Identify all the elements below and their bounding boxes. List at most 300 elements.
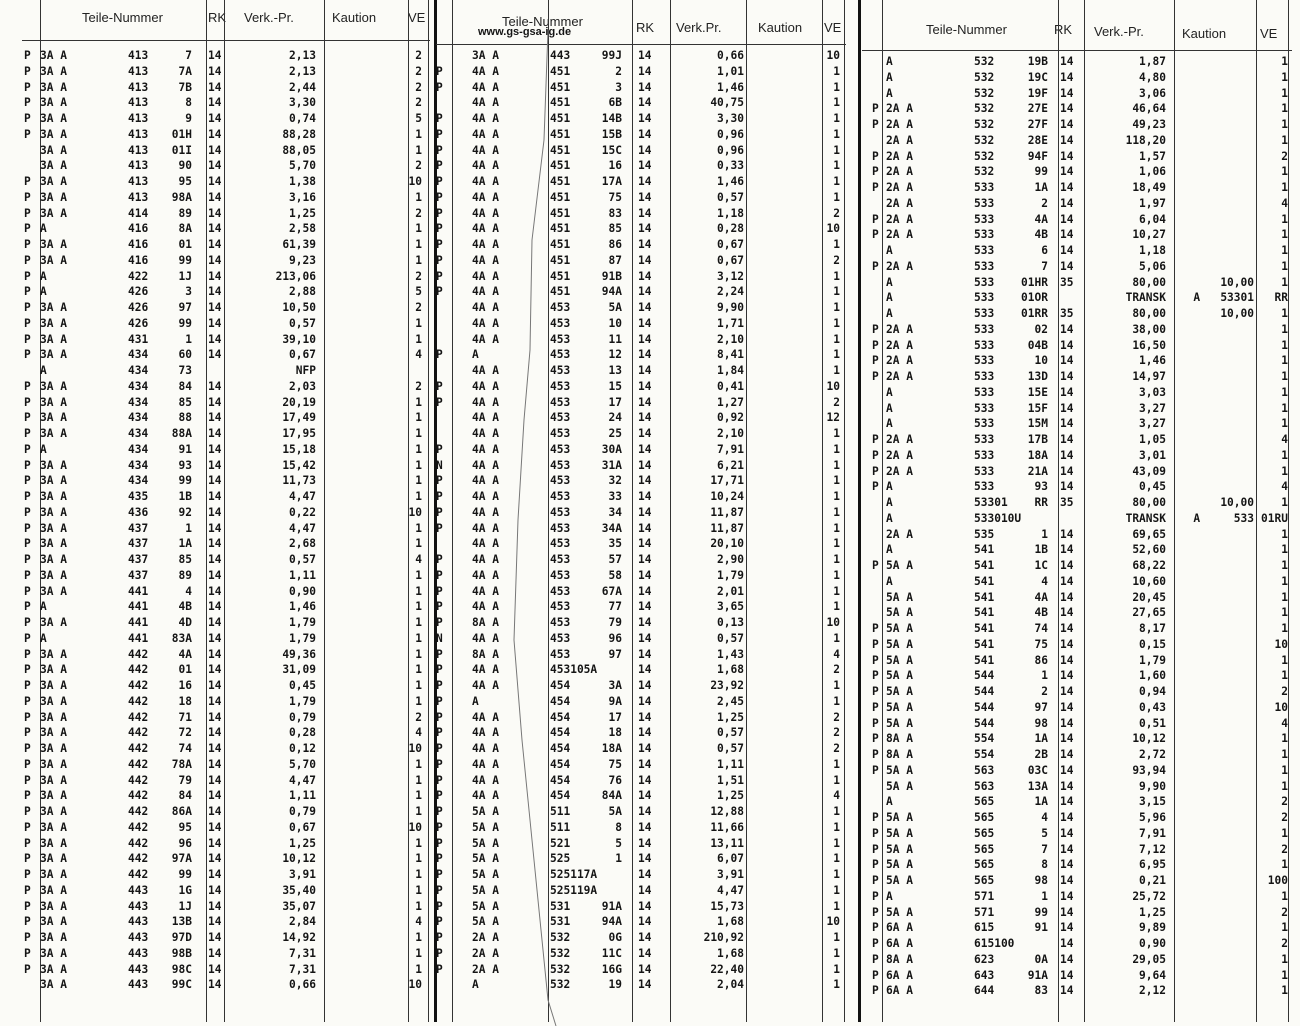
table-row <box>862 700 1292 716</box>
cell-suffix: 6 <box>1041 244 1048 257</box>
cell-kaution: A 53301 <box>1193 291 1254 305</box>
cell-part-number: 532 <box>550 931 571 944</box>
cell-price: 6,07 <box>717 852 744 866</box>
cell-rk: 14 <box>208 238 222 251</box>
table-row <box>862 275 1292 291</box>
cell-flag: P <box>436 442 443 456</box>
cell-suffix: 30A <box>601 442 622 456</box>
cell-ve: 1 <box>833 80 840 94</box>
cell-rk: 14 <box>1060 637 1074 651</box>
cell-flag: P <box>872 637 879 651</box>
cell-flag: P <box>872 732 879 746</box>
cell-rk: 14 <box>1060 259 1074 273</box>
cell-group: 8A A <box>886 748 913 761</box>
cell-ve: 4 <box>833 789 840 803</box>
cell-price: 0,33 <box>717 159 744 173</box>
cell-ve: 4 <box>1281 433 1288 446</box>
cell-kaution: 10,00 <box>1220 275 1254 289</box>
cell-ve: 1 <box>415 316 422 330</box>
cell-part-number: 623 <box>974 952 995 966</box>
cell-ve: 1 <box>833 553 840 566</box>
cell-flag: P <box>24 175 31 188</box>
cell-rk: 14 <box>208 868 222 881</box>
cell-part-number: 453 <box>550 379 571 393</box>
cell-rk: 14 <box>638 789 652 803</box>
table-row <box>436 899 846 915</box>
cell-suffix: 17B <box>1027 433 1048 446</box>
table-row <box>22 678 430 694</box>
cell-part-number: 442 <box>128 773 149 787</box>
cell-flag: P <box>24 915 31 929</box>
cell-ve: 1 <box>833 64 840 78</box>
cell-price: 80,00 <box>1132 496 1166 509</box>
cell-rk: 14 <box>1060 165 1074 179</box>
table-row <box>436 332 846 348</box>
cell-flag: P <box>872 858 879 872</box>
cell-suffix: 18A <box>1027 448 1048 462</box>
cell-price: 0,43 <box>1139 700 1166 714</box>
cell-flag: P <box>436 285 443 299</box>
cell-flag: P <box>24 710 31 724</box>
cell-part-number: 426 <box>128 316 149 330</box>
table-row <box>22 552 430 568</box>
cell-group: A <box>40 269 47 283</box>
cell-flag: P <box>872 984 879 998</box>
cell-flag: P <box>872 968 879 982</box>
cell-rk: 14 <box>638 568 652 582</box>
cell-ve: RR <box>1274 291 1288 305</box>
cell-price: 1,25 <box>717 789 744 803</box>
header-teile-nummer: Teile-Nummer <box>82 10 163 25</box>
table-row <box>436 694 846 710</box>
cell-rk: 14 <box>638 238 652 251</box>
cell-group: 3A A <box>40 852 67 866</box>
cell-price: 17,71 <box>710 474 744 488</box>
cell-suffix: 18A <box>601 742 622 755</box>
cell-ve: 1 <box>833 112 840 125</box>
cell-flag: P <box>436 616 443 629</box>
cell-ve: 2 <box>415 301 422 314</box>
cell-ve: 1 <box>415 616 422 629</box>
cell-rk: 14 <box>208 159 222 173</box>
cell-price: 0,15 <box>1139 637 1166 651</box>
table-row <box>22 489 430 505</box>
cell-part-number: 453 <box>550 348 571 362</box>
cell-ve: 1 <box>415 663 422 677</box>
cell-flag: P <box>436 175 443 188</box>
cell-rk: 14 <box>638 553 652 566</box>
cell-flag: P <box>24 789 31 803</box>
cell-group: 3A A <box>40 946 67 960</box>
cell-ve: 1 <box>415 127 422 141</box>
cell-flag: P <box>436 946 443 960</box>
cell-part-number: 533 <box>974 212 995 226</box>
cell-group: 5A A <box>886 716 913 730</box>
cell-rk: 14 <box>638 96 652 110</box>
table-row <box>862 149 1292 165</box>
table-row <box>22 694 430 710</box>
table-row <box>436 946 846 962</box>
cell-flag: P <box>436 915 443 929</box>
cell-suffix: 15B <box>601 127 622 141</box>
cell-price: 2,45 <box>717 694 744 708</box>
cell-flag: P <box>436 238 443 251</box>
cell-part-number: 615100 <box>974 937 1015 950</box>
table-row <box>436 316 846 332</box>
cell-ve: 4 <box>415 726 422 740</box>
cell-flag: P <box>436 568 443 582</box>
table-row <box>862 637 1292 653</box>
cell-group: 5A A <box>886 653 913 667</box>
cell-group: 3A A <box>40 521 67 535</box>
cell-price: 1,46 <box>289 600 316 614</box>
table-row <box>22 237 430 253</box>
cell-part-number: 451 <box>550 238 571 251</box>
cell-part-number: 442 <box>128 742 149 755</box>
cell-price: 0,45 <box>1139 480 1166 494</box>
cell-suffix: 97A <box>171 852 192 866</box>
cell-ve: 4 <box>1281 480 1288 494</box>
table-row <box>862 889 1292 905</box>
cell-flag: P <box>436 679 443 692</box>
cell-ve: 2 <box>1281 811 1288 824</box>
cell-ve: 1 <box>415 427 422 440</box>
cell-part-number: 413 <box>128 80 149 94</box>
table-row <box>436 615 846 631</box>
cell-flag: P <box>872 748 879 761</box>
table-row <box>22 253 430 269</box>
cell-price: 10,12 <box>1132 732 1166 746</box>
cell-part-number: 643 <box>974 968 995 982</box>
cell-part-number: 453 <box>550 364 571 377</box>
cell-rk: 14 <box>1060 905 1074 919</box>
cell-rk: 14 <box>638 978 652 992</box>
cell-price: 0,92 <box>717 411 744 425</box>
cell-group: 3A A <box>472 49 499 62</box>
cell-ve: 2 <box>1281 149 1288 163</box>
cell-group: A <box>886 291 893 305</box>
cell-rk: 14 <box>1060 826 1074 840</box>
cell-price: 2,10 <box>717 332 744 346</box>
cell-rk: 14 <box>1060 338 1074 352</box>
cell-part-number: 437 <box>128 553 149 566</box>
cell-flag: P <box>436 112 443 125</box>
cell-suffix: 96 <box>178 836 192 850</box>
table-row <box>22 410 430 426</box>
cell-group: 3A A <box>40 127 67 141</box>
cell-price: 0,67 <box>717 238 744 251</box>
cell-rk: 14 <box>1060 984 1074 998</box>
cell-group: 3A A <box>40 411 67 425</box>
cell-price: 0,67 <box>717 253 744 267</box>
table-row <box>436 458 846 474</box>
table-row <box>862 479 1292 495</box>
cell-flag: P <box>436 64 443 78</box>
table-row <box>436 930 846 946</box>
cell-group: 8A A <box>886 732 913 746</box>
cell-price: 8,41 <box>717 348 744 362</box>
cell-price: 1,46 <box>717 175 744 188</box>
cell-part-number: 565 <box>974 795 995 809</box>
cell-flag: P <box>24 253 31 267</box>
cell-price: 1,25 <box>717 710 744 724</box>
table-row <box>436 804 846 820</box>
table-row <box>22 221 430 237</box>
cell-suffix: 89 <box>178 568 192 582</box>
table-row <box>436 568 846 584</box>
table-row <box>436 473 846 489</box>
cell-suffix: 01H <box>171 127 192 141</box>
cell-price: 9,23 <box>289 253 316 267</box>
cell-part-number: 434 <box>128 348 149 362</box>
cell-price: 1,84 <box>717 364 744 377</box>
cell-rk: 14 <box>638 474 652 488</box>
cell-flag: P <box>24 553 31 566</box>
cell-rk: 14 <box>208 521 222 535</box>
cell-group: 4A A <box>472 442 499 456</box>
cell-ve: 1 <box>833 96 840 110</box>
cell-suffix: 4 <box>1041 811 1048 824</box>
cell-ve: 1 <box>415 836 422 850</box>
cell-price: 0,57 <box>289 553 316 566</box>
cell-suffix: 12 <box>608 348 622 362</box>
cell-flag: P <box>872 826 879 840</box>
table-row <box>22 631 430 647</box>
cell-rk: 14 <box>208 411 222 425</box>
table-row <box>862 810 1292 826</box>
cell-part-number: 521 <box>550 836 571 850</box>
cell-rk: 14 <box>1060 480 1074 494</box>
cell-flag: P <box>24 931 31 944</box>
cell-price: 2,72 <box>1139 748 1166 761</box>
table-row <box>862 621 1292 637</box>
cell-suffix: 87 <box>608 253 622 267</box>
cell-suffix: 91 <box>1034 921 1048 935</box>
cell-price: 1,25 <box>1139 905 1166 919</box>
cell-ve: 1 <box>1281 385 1288 399</box>
cell-suffix: 11C <box>601 946 622 960</box>
table-row <box>436 127 846 143</box>
cell-group: 4A A <box>472 190 499 204</box>
table-row <box>436 536 846 552</box>
table-row <box>22 568 430 584</box>
cell-suffix: 27F <box>1027 118 1048 131</box>
cell-rk: 14 <box>1060 86 1074 100</box>
cell-price: 7,31 <box>289 946 316 960</box>
header-kaution: Kaution <box>1182 26 1227 41</box>
cell-suffix: 99 <box>1034 165 1048 179</box>
cell-group: A <box>886 244 893 257</box>
cell-rk: 14 <box>208 757 222 771</box>
cell-part-number: 442 <box>128 852 149 866</box>
cell-part-number: 532 <box>974 55 995 68</box>
cell-rk: 14 <box>638 584 652 598</box>
cell-rk: 14 <box>208 206 222 220</box>
cell-price: 1,46 <box>1139 354 1166 368</box>
cell-suffix: 32 <box>608 474 622 488</box>
cell-group: 3A A <box>40 647 67 661</box>
cell-rk: 14 <box>1060 133 1074 147</box>
cell-price: TRANSK <box>1125 511 1166 525</box>
cell-price: 0,21 <box>1139 874 1166 887</box>
cell-group: 4A A <box>472 127 499 141</box>
cell-rk: 14 <box>638 852 652 866</box>
cell-price: 7,12 <box>1139 842 1166 856</box>
cell-ve: 1 <box>1281 779 1288 793</box>
cell-price: 0,41 <box>717 379 744 393</box>
cell-ve: 1 <box>1281 527 1288 541</box>
cell-part-number: 571 <box>974 905 995 919</box>
cell-part-number: 443 <box>128 899 149 913</box>
cell-suffix: 5 <box>1041 826 1048 840</box>
cell-flag: P <box>436 143 443 157</box>
cell-group: 4A A <box>472 773 499 787</box>
cell-suffix: 16 <box>608 159 622 173</box>
cell-suffix: 0A <box>1034 952 1048 966</box>
cell-ve: 1 <box>833 348 840 362</box>
cell-flag: P <box>24 190 31 204</box>
cell-flag: P <box>436 348 443 362</box>
cell-rk: 14 <box>208 505 222 519</box>
cell-suffix: 98A <box>171 190 192 204</box>
cell-part-number: 443 <box>550 49 571 62</box>
cell-flag: P <box>872 559 879 572</box>
cell-rk: 14 <box>638 631 652 645</box>
cell-part-number: 453 <box>550 474 571 488</box>
cell-rk: 14 <box>208 915 222 929</box>
cell-flag: P <box>436 127 443 141</box>
cell-group: A <box>40 364 47 377</box>
table-row <box>436 379 846 395</box>
cell-group: 8A A <box>472 647 499 661</box>
cell-suffix: 79 <box>178 773 192 787</box>
table-row <box>862 101 1292 117</box>
cell-part-number: 525 <box>550 852 571 866</box>
cell-group: A <box>886 86 893 100</box>
cell-ve: 5 <box>415 285 422 299</box>
cell-rk: 14 <box>208 64 222 78</box>
cell-price: 1,79 <box>289 694 316 708</box>
cell-rk: 14 <box>208 190 222 204</box>
cell-flag: P <box>436 490 443 503</box>
cell-part-number: 451 <box>550 143 571 157</box>
cell-suffix: 2B <box>1034 748 1048 761</box>
cell-price: 1,57 <box>1139 149 1166 163</box>
cell-part-number: 443 <box>128 915 149 929</box>
table-row <box>22 379 430 395</box>
cell-part-number: 441 <box>128 600 149 614</box>
cell-ve: 2 <box>415 269 422 283</box>
cell-part-number: 454 <box>550 773 571 787</box>
cell-flag: P <box>872 763 879 777</box>
cell-flag: P <box>24 442 31 456</box>
table-row <box>436 788 846 804</box>
table-row <box>862 653 1292 669</box>
cell-group: 2A A <box>472 962 499 976</box>
cell-part-number: 453 <box>550 568 571 582</box>
cell-group: 5A A <box>886 622 913 635</box>
cell-flag: P <box>872 921 879 935</box>
cell-rk: 14 <box>208 820 222 834</box>
cell-suffix: 83A <box>171 631 192 645</box>
cell-price: 0,74 <box>289 112 316 125</box>
cell-part-number: 644 <box>974 984 995 998</box>
cell-rk: 14 <box>208 301 222 314</box>
cell-ve: 1 <box>415 852 422 866</box>
table-row <box>436 883 846 899</box>
cell-group: 3A A <box>40 773 67 787</box>
table-row <box>862 511 1292 527</box>
cell-price: 0,79 <box>289 710 316 724</box>
cell-group: 2A A <box>886 322 913 336</box>
cell-rk: 14 <box>1060 622 1074 635</box>
cell-suffix: 0G <box>608 931 622 944</box>
table-row <box>436 442 846 458</box>
cell-group: 4A A <box>472 159 499 173</box>
cell-group: A <box>886 417 893 431</box>
cell-ve: 1 <box>833 159 840 173</box>
cell-ve: 2 <box>1281 905 1288 919</box>
cell-suffix: 9A <box>608 694 622 708</box>
cell-ve: 1 <box>1281 70 1288 84</box>
cell-suffix: 71 <box>178 710 192 724</box>
cell-part-number: 413 <box>128 127 149 141</box>
cell-part-number: 431 <box>128 332 149 346</box>
table-row <box>22 442 430 458</box>
cell-suffix: 85 <box>608 222 622 236</box>
cell-flag: P <box>24 427 31 440</box>
cell-part-number: 413 <box>128 64 149 78</box>
cell-rk: 14 <box>208 379 222 393</box>
cell-suffix: 01OR <box>1021 291 1048 305</box>
table-row <box>436 410 846 426</box>
table-row <box>862 164 1292 180</box>
cell-flag: P <box>872 228 879 242</box>
cell-price: 7,31 <box>289 962 316 976</box>
cell-suffix: 89 <box>178 206 192 220</box>
cell-flag: P <box>436 222 443 236</box>
cell-group: 3A A <box>40 96 67 110</box>
cell-ve: 2 <box>415 80 422 94</box>
cell-rk: 14 <box>1060 559 1074 572</box>
cell-flag: P <box>872 653 879 667</box>
cell-rk: 14 <box>1060 370 1074 383</box>
cell-rk: 14 <box>1060 385 1074 399</box>
cell-ve: 1 <box>833 962 840 976</box>
table-row <box>22 332 430 348</box>
cell-part-number: 544 <box>974 700 995 714</box>
cell-group: 3A A <box>40 458 67 472</box>
cell-rk: 14 <box>638 458 652 472</box>
table-row <box>862 259 1292 275</box>
cell-price: 0,57 <box>717 726 744 740</box>
cell-ve: 1 <box>415 647 422 661</box>
cell-group: 3A A <box>40 490 67 503</box>
cell-suffix: 99 <box>178 474 192 488</box>
cell-rk: 14 <box>1060 354 1074 368</box>
cell-flag: P <box>24 868 31 881</box>
cell-suffix: 19F <box>1027 86 1048 100</box>
cell-suffix: 88A <box>171 427 192 440</box>
cell-ve: 1 <box>1281 118 1288 131</box>
cell-suffix: RR <box>1034 496 1048 509</box>
cell-ve: 1 <box>833 190 840 204</box>
cell-price: 0,13 <box>717 616 744 629</box>
cell-group: 4A A <box>472 316 499 330</box>
cell-ve: 10 <box>826 222 840 236</box>
table-row <box>862 905 1292 921</box>
cell-suffix: 85 <box>178 395 192 409</box>
